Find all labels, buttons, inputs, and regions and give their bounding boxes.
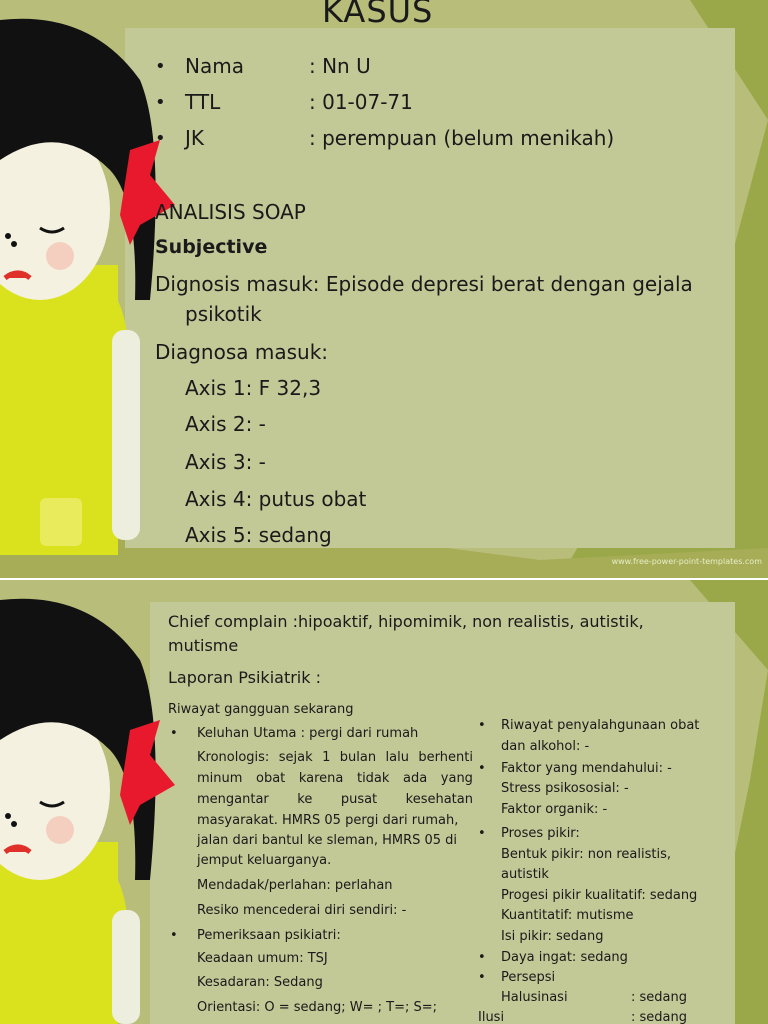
kronologis-line: jemput keluarganya. xyxy=(197,853,332,868)
kronologis-line: masyarakat. HMRS 05 pergi dari rumah, xyxy=(197,813,459,828)
word: bulan xyxy=(339,750,377,765)
word: lalu xyxy=(385,750,409,765)
ilusi-value: : sedang xyxy=(631,1010,687,1024)
mendadak-perlahan: Mendadak/perlahan: perlahan xyxy=(197,878,393,893)
kronologis-line xyxy=(197,792,473,807)
soap-heading: ANALISIS SOAP xyxy=(155,200,306,224)
bullet-dot: • xyxy=(478,950,486,965)
diagnosis-line-2: psikotik xyxy=(185,302,262,326)
proses-pikir: Proses pikir: xyxy=(501,826,580,841)
axis-item: Axis 1: F 32,3 xyxy=(185,376,322,400)
kronologis-line: jalan dari bantul ke sleman, HMRS 05 di xyxy=(197,833,458,848)
word: minum xyxy=(197,771,243,786)
word: obat xyxy=(256,771,286,786)
bullet-dot: • xyxy=(155,56,166,77)
kronologis-line xyxy=(197,750,473,765)
stress-psikososial: Stress psikososial: - xyxy=(501,781,629,796)
halusinasi-label: Halusinasi xyxy=(501,990,568,1005)
faktor-mendahului: Faktor yang mendahului: - xyxy=(501,761,672,776)
word: 1 xyxy=(322,750,331,765)
diagnosa-masuk-label: Diagnosa masuk: xyxy=(155,340,329,364)
word: berhenti xyxy=(418,750,473,765)
bullet-dot: • xyxy=(478,970,486,985)
word: karena xyxy=(298,771,344,786)
axis-item: Axis 5: sedang xyxy=(185,523,332,547)
axis-item: Axis 4: putus obat xyxy=(185,487,367,511)
footer-watermark: www.free-power-point-templates.com xyxy=(611,557,762,566)
word: kesehatan xyxy=(405,792,473,807)
word: ke xyxy=(297,792,313,807)
word: sejak xyxy=(278,750,313,765)
laporan-heading: Laporan Psikiatrik : xyxy=(168,668,321,687)
word: yang xyxy=(440,771,473,786)
keadaan-umum: Keadaan umum: TSJ xyxy=(197,951,328,966)
word: pusat xyxy=(340,792,378,807)
label-nama: Nama xyxy=(185,54,244,78)
axis-item: Axis 3: - xyxy=(185,450,266,474)
sad-girl-illustration xyxy=(0,580,175,1024)
faktor-organik: Faktor organik: - xyxy=(501,802,608,817)
orientasi: Orientasi: O = sedang; W= ; T=; S=; xyxy=(197,1000,438,1015)
value-ttl: : 01-07-71 xyxy=(309,90,413,114)
word: ada xyxy=(403,771,428,786)
label-ttl: TTL xyxy=(185,90,221,114)
word: tidak xyxy=(356,771,390,786)
word: Kronologis: xyxy=(197,750,270,765)
bullet-dot: • xyxy=(170,726,178,741)
slide-title: KASUS xyxy=(322,0,434,30)
chief-complain-line-1: Chief complain :hipoaktif, hipomimik, non realistis, autistik, xyxy=(168,612,644,631)
bullet-dot: • xyxy=(478,826,486,841)
axis-item: Axis 2: - xyxy=(185,412,266,436)
word: mengantar xyxy=(197,792,269,807)
isi-pikir: Isi pikir: sedang xyxy=(501,929,604,944)
pemeriksaan-heading: Pemeriksaan psikiatri: xyxy=(197,928,341,943)
value-nama: : Nn U xyxy=(309,54,371,78)
riwayat-heading: Riwayat gangguan sekarang xyxy=(168,702,354,717)
label-jk: JK xyxy=(185,126,205,150)
bentuk-pikir-line-1: Bentuk pikir: non realistis, xyxy=(501,847,671,862)
daya-ingat: Daya ingat: sedang xyxy=(501,950,628,965)
riwayat-obat-line-2: dan alkohol: - xyxy=(501,739,590,754)
resiko: Resiko mencederai diri sendiri: - xyxy=(197,903,407,918)
subjective-heading: Subjective xyxy=(155,236,268,258)
riwayat-obat-line-1: Riwayat penyalahgunaan obat xyxy=(501,718,700,733)
ilusi-label: Ilusi xyxy=(478,1010,505,1024)
halusinasi-value: : sedang xyxy=(631,990,687,1005)
persepsi: Persepsi xyxy=(501,970,556,985)
bullet-dot: • xyxy=(478,761,486,776)
bullet-dot: • xyxy=(170,928,178,943)
bullet-dot: • xyxy=(478,718,486,733)
slide-laporan-psikiatrik xyxy=(0,580,768,1024)
sad-girl-illustration xyxy=(0,0,175,578)
bullet-dot: • xyxy=(155,128,166,149)
kuantitatif: Kuantitatif: mutisme xyxy=(501,908,634,923)
keluhan-utama: Keluhan Utama : pergi dari rumah xyxy=(197,726,419,741)
value-jk: : perempuan (belum menikah) xyxy=(309,126,615,150)
bullet-dot: • xyxy=(155,92,166,113)
bentuk-pikir-line-2: autistik xyxy=(501,867,549,882)
kesadaran: Kesadaran: Sedang xyxy=(197,975,323,990)
diagnosis-line-1: Dignosis masuk: Episode depresi berat dengan gejala xyxy=(155,272,693,296)
kronologis-line xyxy=(197,771,473,786)
chief-complain-line-2: mutisme xyxy=(168,636,239,655)
progesi-pikir: Progesi pikir kualitatif: sedang xyxy=(501,888,698,903)
